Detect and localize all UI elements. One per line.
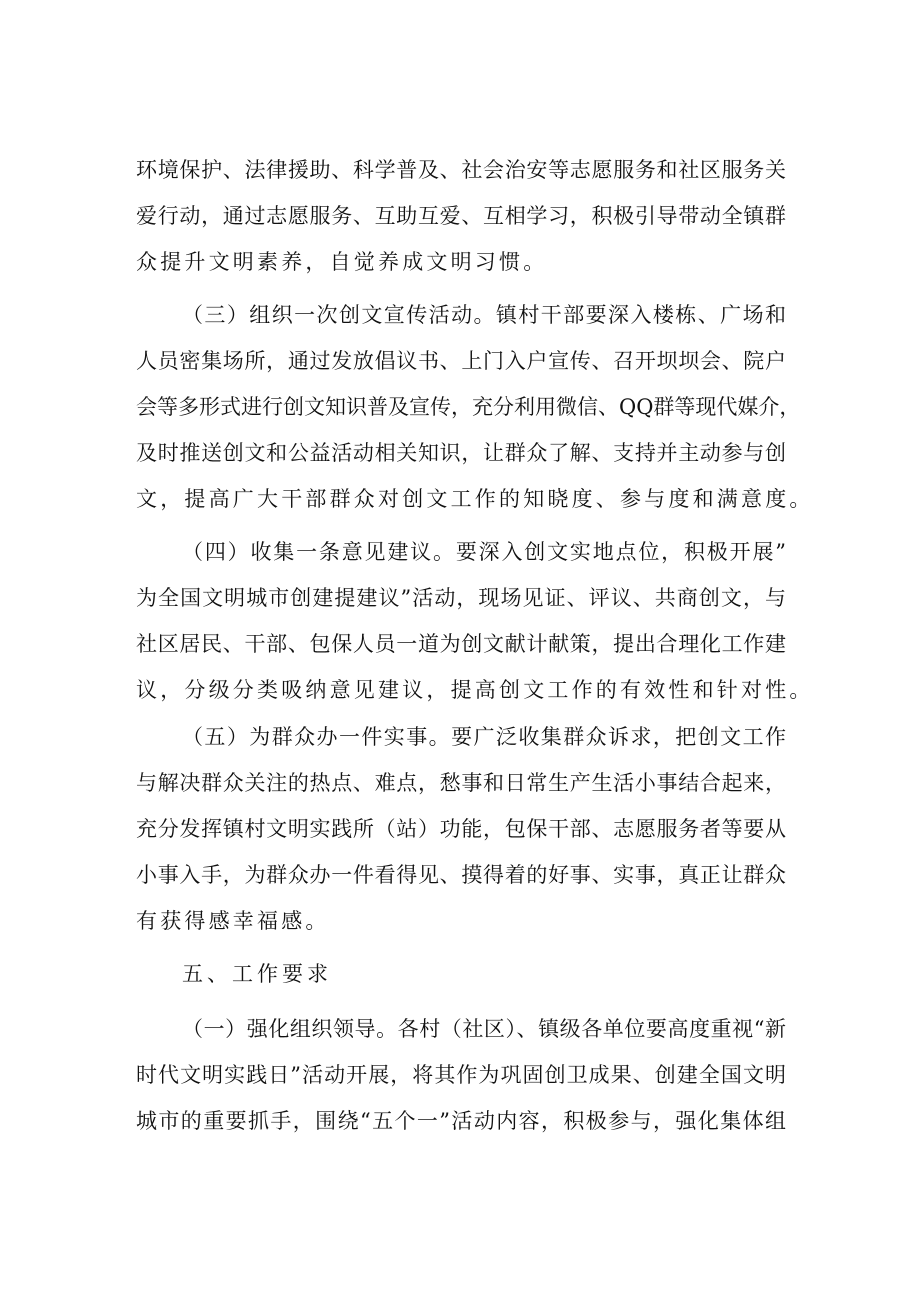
text-line: 与解决群众关注的热点、难点，愁事和日常生产生活小事结合起来，: [136, 771, 786, 795]
text-line: 有获得感幸福感。: [136, 909, 330, 933]
paragraph-start-line: （四）收集一条意见建议。要深入创文实地点位，积极开展”: [182, 540, 786, 564]
text-line: 环境保护、法律援助、科学普及、社会治安等志愿服务和社区服务关: [136, 158, 786, 182]
text-line: 爱行动，通过志愿服务、互助互爱、互相学习，积极引导带动全镇群: [136, 204, 786, 228]
text-line: 为全国文明城市创建提建议”活动，现场见证、评议、共商创文，与: [136, 586, 786, 610]
paragraph-start-line: （五）为群众办一件实事。要广泛收集群众诉求，把创文工作: [182, 725, 786, 749]
text-line: 会等多形式进行创文知识普及宣传，充分利用微信、QQ群等现代媒介，: [136, 395, 801, 419]
text-line: 城市的重要抓手，围绕“五个一”活动内容，积极参与，强化集体组: [136, 1109, 786, 1133]
text-line: 众提升文明素养，自觉养成文明习惯。: [136, 250, 548, 274]
text-line: 人员密集场所，通过发放倡议书、上门入户宣传、召开坝坝会、院户: [136, 349, 786, 373]
text-line: 议，分级分类吸纳意见建议，提高创文工作的有效性和针对性。: [136, 678, 814, 702]
text-line: 充分发挥镇村文明实践所（站）功能，包保干部、志愿服务者等要从: [136, 817, 786, 841]
text-line: 时代文明实践日”活动开展，将其作为巩固创卫成果、创建全国文明: [136, 1063, 786, 1087]
section-heading: 五、工作要求: [182, 962, 332, 986]
text-line: 及时推送创文和公益活动相关知识，让群众了解、支持并主动参与创: [136, 441, 786, 465]
text-line: 小事入手，为群众办一件看得见、摸得着的好事、实事，真正让群众: [136, 863, 786, 887]
text-line: 社区居民、干部、包保人员一道为创文献计献策，提出合理化工作建: [136, 632, 786, 656]
text-line: 文，提高广大干部群众对创文工作的知晓度、参与度和满意度。: [136, 487, 814, 511]
paragraph-start-line: （三）组织一次创文宣传活动。镇村干部要深入楼栋、广场和: [182, 303, 786, 327]
paragraph-start-line: （一）强化组织领导。各村（社区）、镇级各单位要高度重视“新: [182, 1017, 786, 1041]
